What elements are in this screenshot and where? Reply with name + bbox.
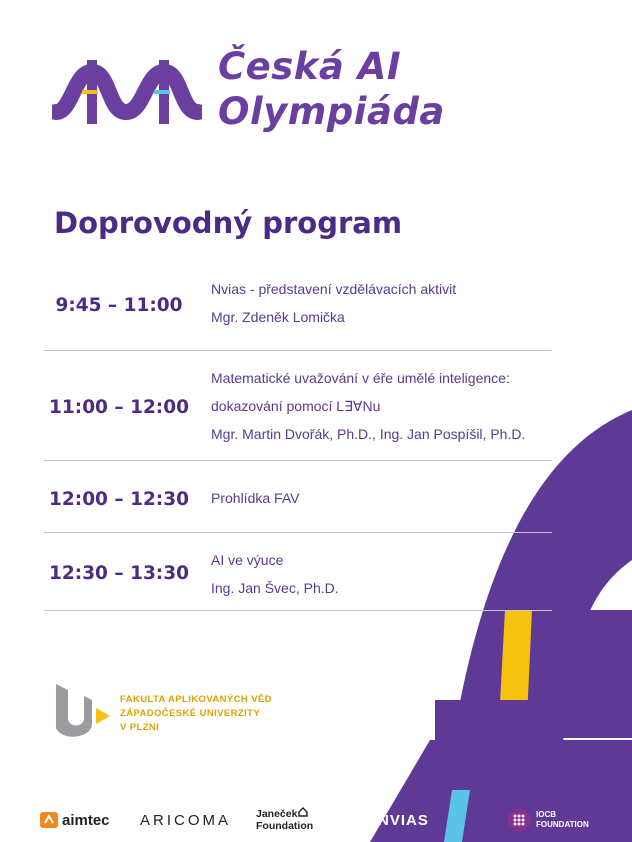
sponsor-aricoma xyxy=(140,806,231,834)
house-icon xyxy=(298,807,308,817)
iocb-logo-icon xyxy=(506,807,532,833)
schedule-details xyxy=(211,484,299,512)
schedule-details xyxy=(211,275,456,331)
purple-step-1 xyxy=(545,610,632,738)
divider xyxy=(44,610,552,611)
schedule-speaker: Mgr. Martin Dvořák, Ph.D., Ing. Jan Pospíšil, Ph.D. xyxy=(211,426,526,442)
schedule-talk-title: Prohlídka FAV xyxy=(211,490,300,506)
schedule-speaker: Mgr. Zdeněk Lomička xyxy=(211,309,345,325)
janecek-label-line2: Foundation xyxy=(256,820,314,832)
sponsor-aimtec xyxy=(40,806,110,834)
university-name xyxy=(120,693,272,735)
schedule-talk-title: Nvias - představení vzdělávacích aktivit xyxy=(211,281,457,297)
schedule-time: 12:00 – 12:30 xyxy=(49,489,189,510)
schedule-time: 11:00 – 12:00 xyxy=(49,397,189,418)
schedule-time: 12:30 – 13:30 xyxy=(49,563,189,584)
schedule-details xyxy=(211,364,525,448)
sponsor-nvias xyxy=(378,806,429,834)
schedule-time: 9:45 – 11:00 xyxy=(55,295,183,316)
schedule-talk-subtitle: dokazování pomocí L∃∀Nu xyxy=(211,398,381,414)
zcu-logo-icon xyxy=(54,684,112,744)
iocb-label-line1: IOCB xyxy=(536,810,556,819)
aimtec-logo-icon xyxy=(40,812,58,828)
schedule-talk-title: AI ve výuce xyxy=(211,552,284,568)
aimtec-label: aimtec xyxy=(62,811,110,829)
university-line2: ZÁPADOČESKÉ UNIVERZITY xyxy=(120,708,261,719)
brand-title xyxy=(218,44,445,134)
iocb-label xyxy=(536,810,589,830)
divider xyxy=(44,350,552,351)
university-line1: FAKULTA APLIKOVANÝCH VĚD xyxy=(120,694,272,705)
divider xyxy=(44,532,552,533)
brand-title-line1: Česká AI xyxy=(218,45,402,88)
university-line3: V PLZNI xyxy=(120,722,160,733)
schedule-speaker: Ing. Jan Švec, Ph.D. xyxy=(211,580,339,596)
section-title: Doprovodný program xyxy=(54,206,403,240)
janecek-label-line1: Janeček xyxy=(256,808,298,820)
schedule-talk-title: Matematické uvažování v éře umělé inteligence: xyxy=(211,370,510,386)
nvias-label: NVIAS xyxy=(378,811,429,829)
olympiada-logo-icon xyxy=(52,52,202,132)
iocb-label-line2: FOUNDATION xyxy=(536,820,589,829)
sponsor-iocb xyxy=(506,806,589,834)
brand-title-line2: Olympiáda xyxy=(218,90,445,133)
purple-step-2 xyxy=(435,700,545,740)
divider xyxy=(44,460,552,461)
schedule-details xyxy=(211,546,339,602)
aricoma-label: ARICOMA xyxy=(140,811,232,829)
